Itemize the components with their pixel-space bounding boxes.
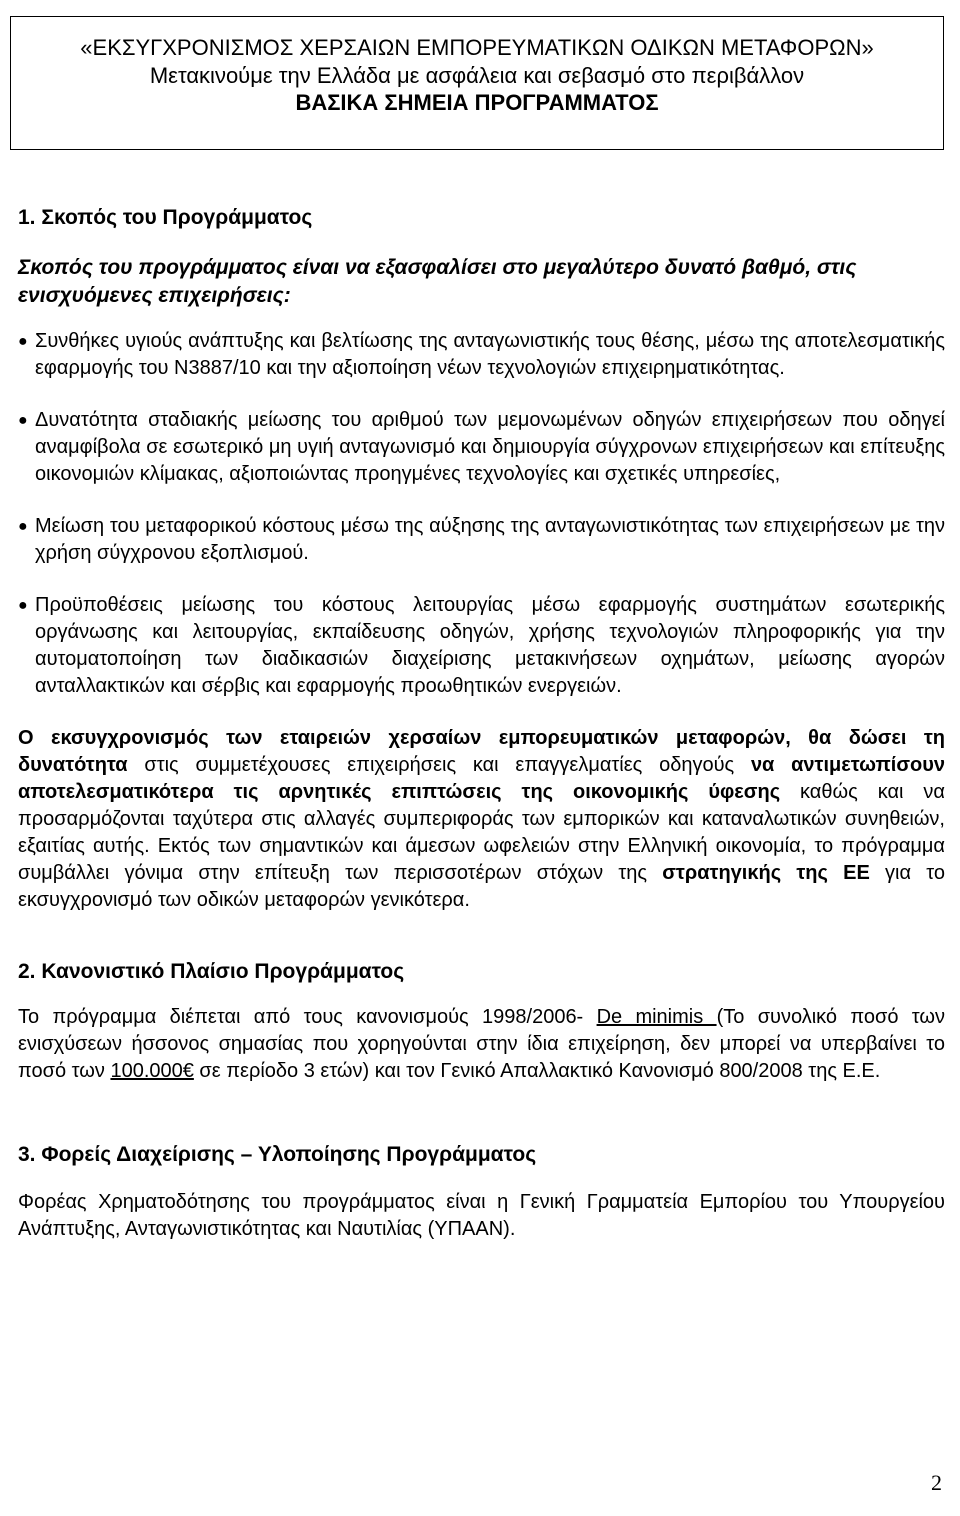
summary-text-1: στις συμμετέχουσες επιχειρήσεις και επαγγελματίες οδηγούς [127, 754, 751, 776]
section2-text-2: (Το συνολικό ποσό των ενισχύσεων ήσσονος σημασίας που χορηγούνται στην ίδια επιχείρηση, δεν μπορεί να υπερβαίνει το ποσό των [18, 1006, 946, 1082]
header-heading: ΒΑΣΙΚΑ ΣΗΜΕΙΑ ΠΡΟΓΡΑΜΜΑΤΟΣ [295, 90, 659, 115]
section1-summary [18, 725, 945, 914]
list-item [18, 513, 945, 567]
header-subtitle: Μετακινούμε την Ελλάδα με ασφάλεια και σεβασμό στο περιβάλλον [149, 63, 805, 88]
summary-text-3: για το εκσυγχρονισμό των οδικών μεταφορών γενικότερα. [18, 862, 945, 911]
list-item-text: Δυνατότητα σταδιακής μείωσης του αριθμού των μεμονωμένων οδηγών επιχειρήσεων που οδηγεί αναμφίβολα σε εσωτερικό μη υγιή ανταγωνισμό και δημιουργία σύγχρονων επιχειρήσεων και επίτευξης οικονομιών κλίμακας, αξιοποιώντας προηγμένες τεχνολογίες και σχετικές υπηρεσίες, [35, 409, 945, 485]
amount-value: 100.000€ [110, 1060, 194, 1082]
section1-bullet-list [18, 328, 945, 700]
bullet-icon: ● [18, 597, 28, 614]
list-item [18, 328, 945, 382]
section2-title: 2. Κανονιστικό Πλαίσιο Προγράμματος [18, 960, 405, 983]
page-number: 2 [931, 1470, 942, 1495]
list-item [18, 407, 945, 488]
section1-lead: Σκοπός του προγράμματος είναι να εξασφαλίσει στο μεγαλύτερο δυνατό βαθμό, στις ενισχυόμενες επιχειρήσεις: [18, 256, 857, 307]
list-item-text: Προϋποθέσεις μείωσης του κόστους λειτουργίας μέσω εφαρμογής συστημάτων εσωτερικής οργάνωσης και λειτουργίας, εκπαίδευσης οδηγών, χρήσης τεχνολογιών πληροφορικής για την αυτοματοποίηση των διαδικασιών διαχείρισης μετακινήσεων οχημάτων, μείωσης αγορών ανταλλακτικών και σέρβις και εφαρμογής προωθητικών ενεργειών. [35, 594, 945, 697]
header-program-title: «ΕΚΣΥΓΧΡΟΝΙΣΜΟΣ ΧΕΡΣΑΙΩΝ ΕΜΠΟΡΕΥΜΑΤΙΚΩΝ ΟΔΙΚΩΝ ΜΕΤΑΦΟΡΩΝ» [80, 35, 874, 60]
section2-text-3: σε περίοδο 3 ετών) και τον Γενικό Απαλλακτικό Κανονισμό 800/2008 της Ε.Ε. [193, 1060, 881, 1082]
summary-bold-2: να αντιμετωπίσουν αποτελεσματικότερα τις αρνητικές επιπτώσεις της οικονομικής ύφεσης [18, 754, 945, 803]
section2-text-1: Το πρόγραμμα διέπεται από τους κανονισμούς 1998/2006- [18, 1006, 597, 1028]
section1-title: 1. Σκοπός του Προγράμματος [18, 206, 313, 229]
summary-bold-1: Ο εκσυγχρονισμός των εταιρειών χερσαίων εμπορευματικών μεταφορών, θα δώσει τη δυνατότητα [18, 727, 945, 776]
summary-text-2: καθώς και να προσαρμόζονται ταχύτερα στις αλλαγές συμπεριφοράς των εμπορικών και καταναλωτικών συνηθειών, εξαιτίας αυτής. Εκτός των σημαντικών και άμεσων ωφελειών στην Ελληνική οικονομία, το πρόγραμμα συμβάλλει γόνιμα στην επίτευξη των περισσοτέρων στόχων της [18, 781, 945, 884]
bullet-icon: ● [18, 412, 28, 429]
bullet-icon: ● [18, 333, 28, 350]
section2-text [18, 1004, 945, 1085]
list-item-text: Συνθήκες υγιούς ανάπτυξης και βελτίωσης της ανταγωνιστικής τους θέσης, μέσω της αποτελεσματικής εφαρμογής του Ν3887/10 και την αξιοποίηση νέων τεχνολογιών επιχειρηματικότητας. [35, 330, 945, 379]
list-item [18, 592, 945, 700]
bullet-icon: ● [18, 518, 28, 535]
document-body [18, 204, 945, 1243]
de-minimis-link: De minimis [596, 1006, 717, 1028]
section3-title: 3. Φορείς Διαχείρισης – Υλοποίησης Προγράμματος [18, 1143, 537, 1166]
summary-bold-3: στρατηγικής της ΕΕ [662, 862, 870, 884]
list-item-text: Μείωση του μεταφορικού κόστους μέσω της αύξησης της ανταγωνιστικότητας των επιχειρήσεων με την χρήση σύγχρονου εξοπλισμού. [35, 515, 945, 564]
section3-text: Φορέας Χρηματοδότησης του προγράμματος είναι η Γενική Γραμματεία Εμπορίου του Υπουργείου Ανάπτυξης, Ανταγωνιστικότητας και Ναυτιλίας (ΥΠΑΑΝ). [18, 1191, 945, 1240]
header-box [10, 16, 944, 150]
